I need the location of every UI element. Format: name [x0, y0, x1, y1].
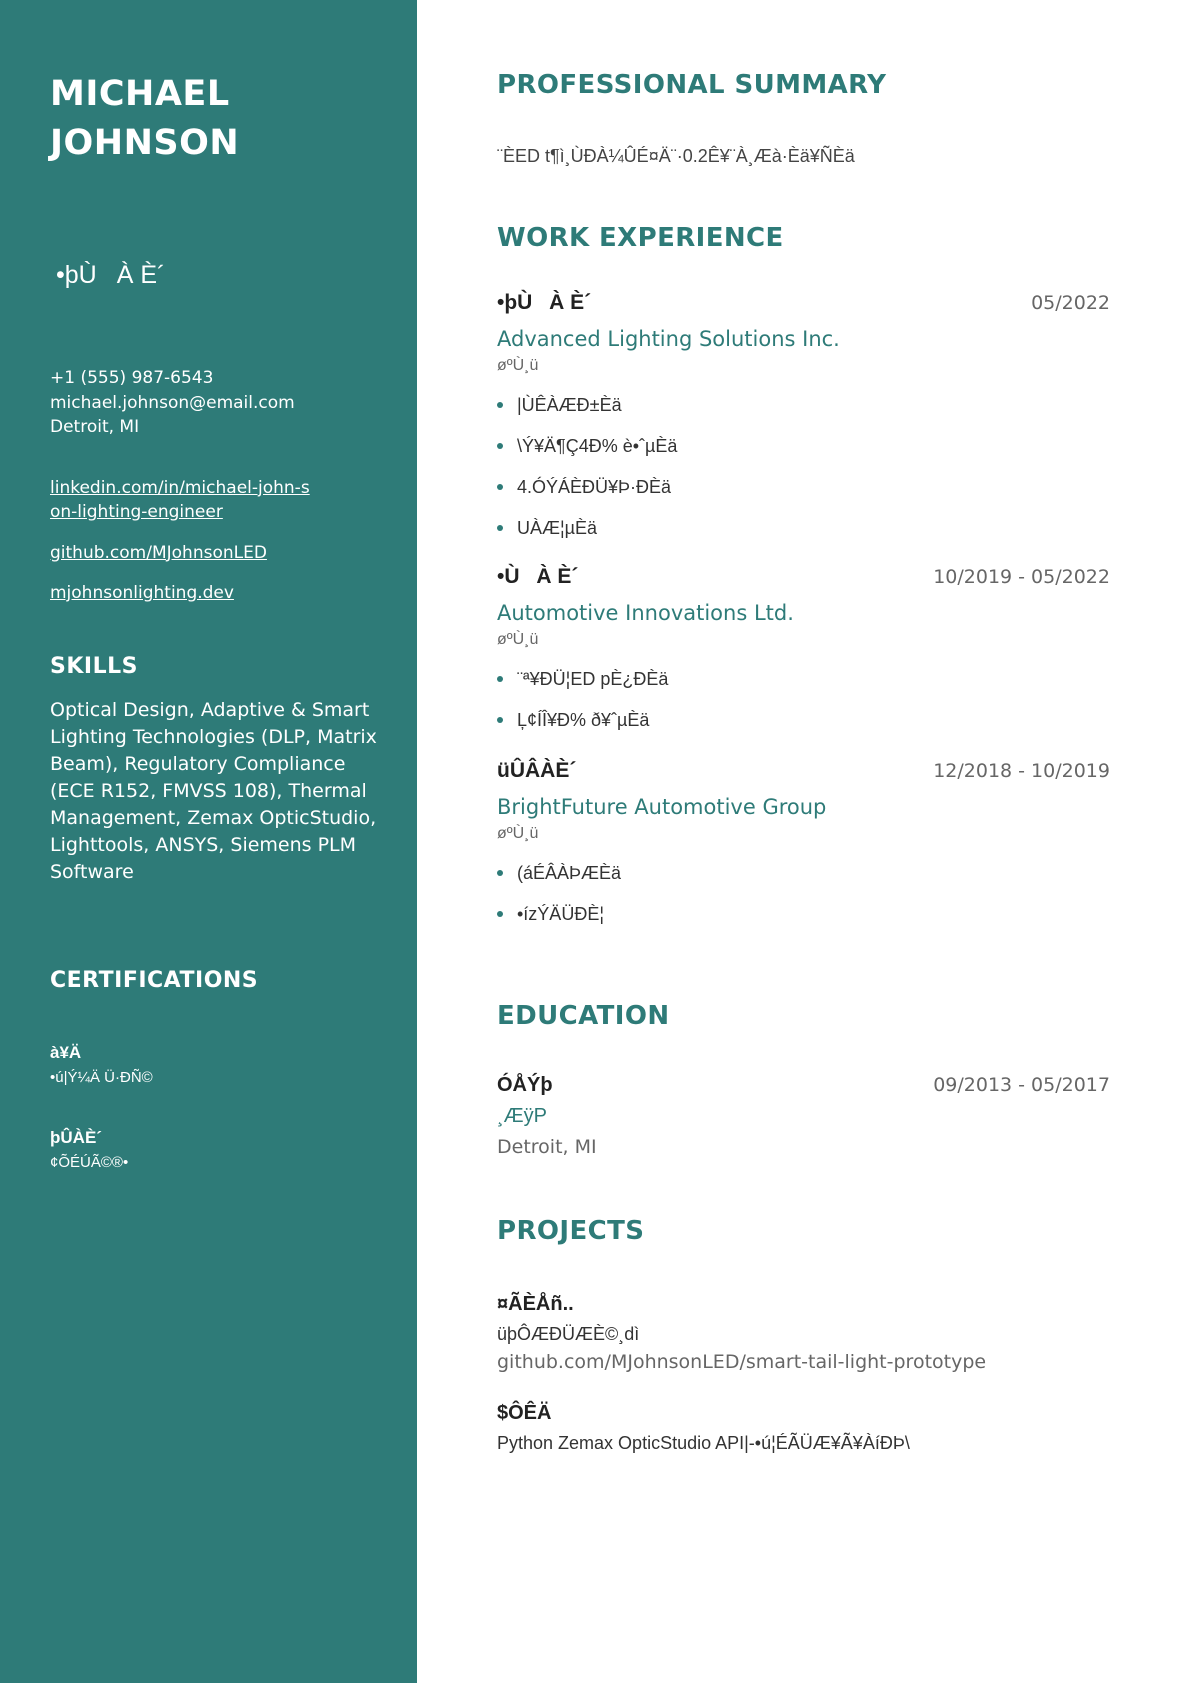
company-name: BrightFuture Automotive Group — [497, 795, 827, 819]
website-link[interactable]: mjohnsonlighting.dev — [50, 583, 234, 603]
summary-heading: PROFESSIONAL SUMMARY — [497, 70, 887, 100]
bullet-dot-icon — [497, 676, 503, 682]
education-entry — [497, 1071, 1110, 1158]
skills-list: Optical Design, Adaptive & Smart Lighting Technologies (DLP, Matrix Beam), Regulatory Compliance (ECE R152, FMVSS 108), Thermal Management, Zemax OpticStudio, Lighttools, ANSYS, Siemens PLM Software — [50, 698, 377, 883]
github-link[interactable]: github.com/MJohnsonLED — [50, 542, 267, 563]
bullet-item: UÀÆ¦µÈä — [497, 508, 1110, 549]
school-name: ¸ÆÿP — [497, 1105, 547, 1127]
candidate-name — [50, 70, 381, 168]
bullet-item: Ļ¢ÍÎ¥Ð% ð¥ˆµÈä — [497, 700, 1110, 741]
job-location: øºÙ¸ü — [497, 357, 539, 374]
bullet-dot-icon — [497, 443, 503, 449]
degree: ÓÅÝþ — [497, 1074, 553, 1096]
contact-info — [50, 366, 381, 440]
project-entry — [497, 1399, 1110, 1454]
project-description: Python Zemax OpticStudio API|-•ú¦ÉÃÜÆ¥Ã¥ÀíÐÞ\ — [497, 1433, 910, 1453]
job-entry — [497, 289, 1110, 549]
education-location: Detroit, MI — [497, 1136, 597, 1158]
education-heading: EDUCATION — [497, 1001, 670, 1031]
skills-heading: SKILLS — [50, 653, 138, 679]
job-date: 05/2022 — [1031, 292, 1110, 314]
bullet-item: ¨ª¥ÐÜ¦ED pÈ¿ÐÈä — [497, 659, 1110, 700]
name-line-2: JOHNSON — [50, 123, 240, 163]
bullet-item: 4.ÓÝÁÈÐÜ¥Þ·ÐÈä — [497, 467, 1110, 508]
job-location: øºÙ¸ü — [497, 631, 539, 648]
certification-item — [50, 1043, 381, 1086]
bullet-item: \Ý¥Ä¶Ç4Ð% è•ˆµÈä — [497, 426, 1110, 467]
job-entry — [497, 563, 1110, 741]
job-date: 10/2019 - 05/2022 — [933, 566, 1110, 588]
job-title: •ÙÀ È´ — [497, 565, 579, 588]
bullet-dot-icon — [497, 870, 503, 876]
project-title: ¤ÃÈÅñ.. — [497, 1293, 574, 1315]
bullet-dot-icon — [497, 525, 503, 531]
job-date: 12/2018 - 10/2019 — [933, 760, 1110, 782]
job-title: üÛÂÀÈ´ — [497, 759, 577, 782]
profile-links — [50, 476, 381, 606]
project-description: üþÔÆÐÜÆÈ©¸dì — [497, 1324, 640, 1344]
certification-name: þÛÀÈ´ — [50, 1127, 102, 1147]
job-title: •þÙÀ È´ — [497, 291, 592, 314]
bullet-dot-icon — [497, 484, 503, 490]
location: Detroit, MI — [50, 417, 140, 437]
company-name: Advanced Lighting Solutions Inc. — [497, 327, 840, 351]
bullet-item: •ízÝÄÜÐÈ¦ — [497, 894, 1110, 935]
certification-item — [50, 1128, 381, 1171]
email: michael.johnson@email.com — [50, 392, 295, 413]
projects-heading: PROJECTS — [497, 1216, 645, 1246]
phone: +1 (555) 987-6543 — [50, 368, 214, 388]
project-title: $ÔÊÄ — [497, 1402, 552, 1424]
project-entry — [497, 1290, 1110, 1373]
job-entry — [497, 757, 1110, 935]
certification-issuer: •ú|Ý¼Ä Ü·ÐÑ© — [50, 1068, 153, 1086]
work-heading: WORK EXPERIENCE — [497, 223, 784, 253]
bullet-dot-icon — [497, 911, 503, 917]
name-line-1: MICHAEL — [50, 74, 230, 114]
summary-text: ¨ÈED t¶ì¸ÙÐÀ¼ÛÉ¤Ä¨·0.2Ê¥¨À¸Æà·Èä¥ÑÈä — [497, 146, 855, 166]
job-title: •þÙÀ È´ — [56, 261, 166, 289]
bullet-dot-icon — [497, 717, 503, 723]
job-location: øºÙ¸ü — [497, 825, 539, 842]
bullet-item: |ÙÊÀÆÐ±Èä — [497, 385, 1110, 426]
linkedin-link[interactable]: linkedin.com/in/michael-john-son-lighting-engineer — [50, 477, 310, 522]
job-bullets — [497, 385, 1110, 549]
bullet-dot-icon — [497, 402, 503, 408]
sidebar — [0, 0, 417, 1683]
main-content — [417, 0, 1190, 1683]
job-bullets — [497, 853, 1110, 935]
project-link: github.com/MJohnsonLED/smart-tail-light-prototype — [497, 1351, 987, 1373]
certification-issuer: ¢ÕÉÚÃ©®• — [50, 1153, 129, 1171]
bullet-item: (áÉÂÀÞÆÈä — [497, 853, 1110, 894]
company-name: Automotive Innovations Ltd. — [497, 601, 794, 625]
certifications-heading: CERTIFICATIONS — [50, 967, 259, 993]
education-date: 09/2013 - 05/2017 — [933, 1074, 1110, 1096]
certification-name: à¥Ä — [50, 1042, 82, 1062]
job-bullets — [497, 659, 1110, 741]
